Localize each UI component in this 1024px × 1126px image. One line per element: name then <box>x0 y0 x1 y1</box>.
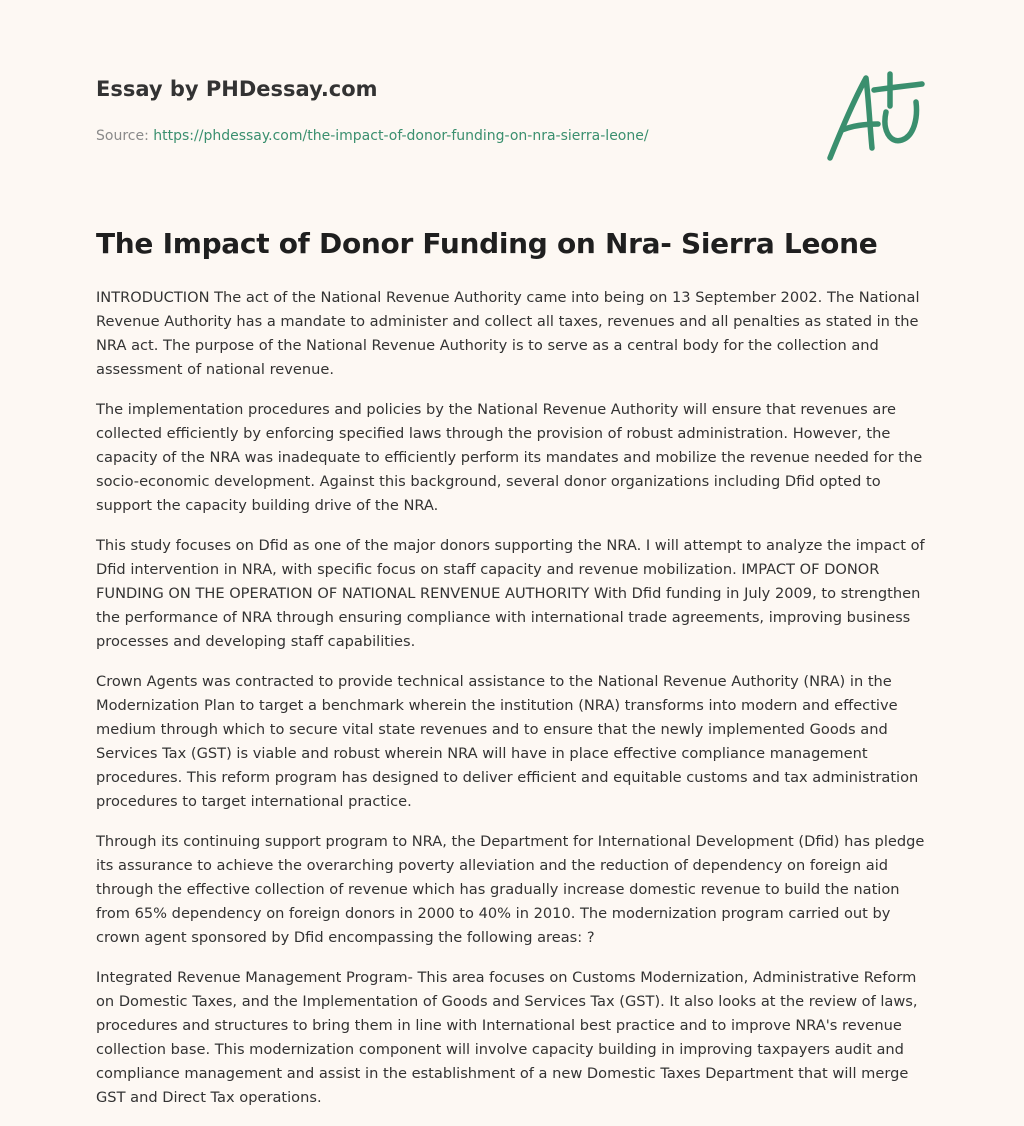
essay-paragraph-4: Crown Agents was contracted to provide technical assistance to the National Revenue Authority (NRA) in the Modernization Plan to target a benchmark wherein the institution (NRA) transforms into modern and effective medium through which to secure vital state revenues and to ensure that the newly implemented Goods and Services Tax (GST) is viable and robust wherein NRA will have in place effective compliance management procedures. This reform program has designed to deliver efficient and equitable customs and tax administration procedures to target international practice. <box>96 673 919 810</box>
page-header <box>96 74 796 146</box>
source-link[interactable]: https://phdessay.com/the-impact-of-donor-funding-on-nra-sierra-leone/ <box>153 128 649 144</box>
source-line <box>96 126 796 146</box>
source-label: Source: <box>96 128 149 144</box>
essay-paragraph-6: Integrated Revenue Management Program- This area focuses on Customs Modernization, Administrative Reform on Domestic Taxes, and the Implementation of Goods and Services Tax (GST). It also looks at the review of laws, procedures and structures to bring them in line with International best practice and to improve NRA's revenue collection base. This modernization component will involve capacity building in improving taxpayers audit and compliance management and assist in the establishment of a new Domestic Taxes Department that will merge GST and Direct Tax operations. <box>96 969 918 1106</box>
essay-paragraph-1: INTRODUCTION The act of the National Revenue Authority came into being on 13 September 2002. The National Revenue Authority has a mandate to administer and collect all taxes, revenues and all penalties as stated in the NRA act. The purpose of the National Revenue Authority is to serve as a central body for the collection and assessment of national revenue. <box>96 289 920 378</box>
essay-paragraph-3: This study focuses on Dfid as one of the major donors supporting the NRA. I will attempt to analyze the impact of Dfid intervention in NRA, with specific focus on staff capacity and revenue mobilization. IMPACT OF DONOR FUNDING ON THE OPERATION OF NATIONAL RENVENUE AUTHORITY With Dfid funding in July 2009, to strengthen the performance of NRA through ensuring compliance with international trade agreements, improving business processes and developing staff capabilities. <box>96 537 925 650</box>
a-plus-logo-icon <box>820 66 930 166</box>
essay-title: The Impact of Donor Funding on Nra- Sierra Leone <box>96 227 878 260</box>
essay-article <box>96 224 936 1126</box>
site-title: Essay by PHDessay.com <box>96 77 378 101</box>
essay-paragraph-5: Through its continuing support program to NRA, the Department for International Development (Dfid) has pledge its assurance to achieve the overarching poverty alleviation and the reduction of dependency on foreign aid through the effective collection of revenue which has gradually increase domestic revenue to build the nation from 65% dependency on foreign donors in 2000 to 40% in 2010. The modernization program carried out by crown agent sponsored by Dfid encompassing the following areas: ? <box>96 833 925 946</box>
essay-paragraph-2: The implementation procedures and policies by the National Revenue Authority will ensure that revenues are collected efficiently by enforcing specified laws through the provision of robust administration. However, the capacity of the NRA was inadequate to efficiently perform its mandates and mobilize the revenue needed for the socio-economic development. Against this background, several donor organizations including Dfid opted to support the capacity building drive of the NRA. <box>96 401 923 514</box>
